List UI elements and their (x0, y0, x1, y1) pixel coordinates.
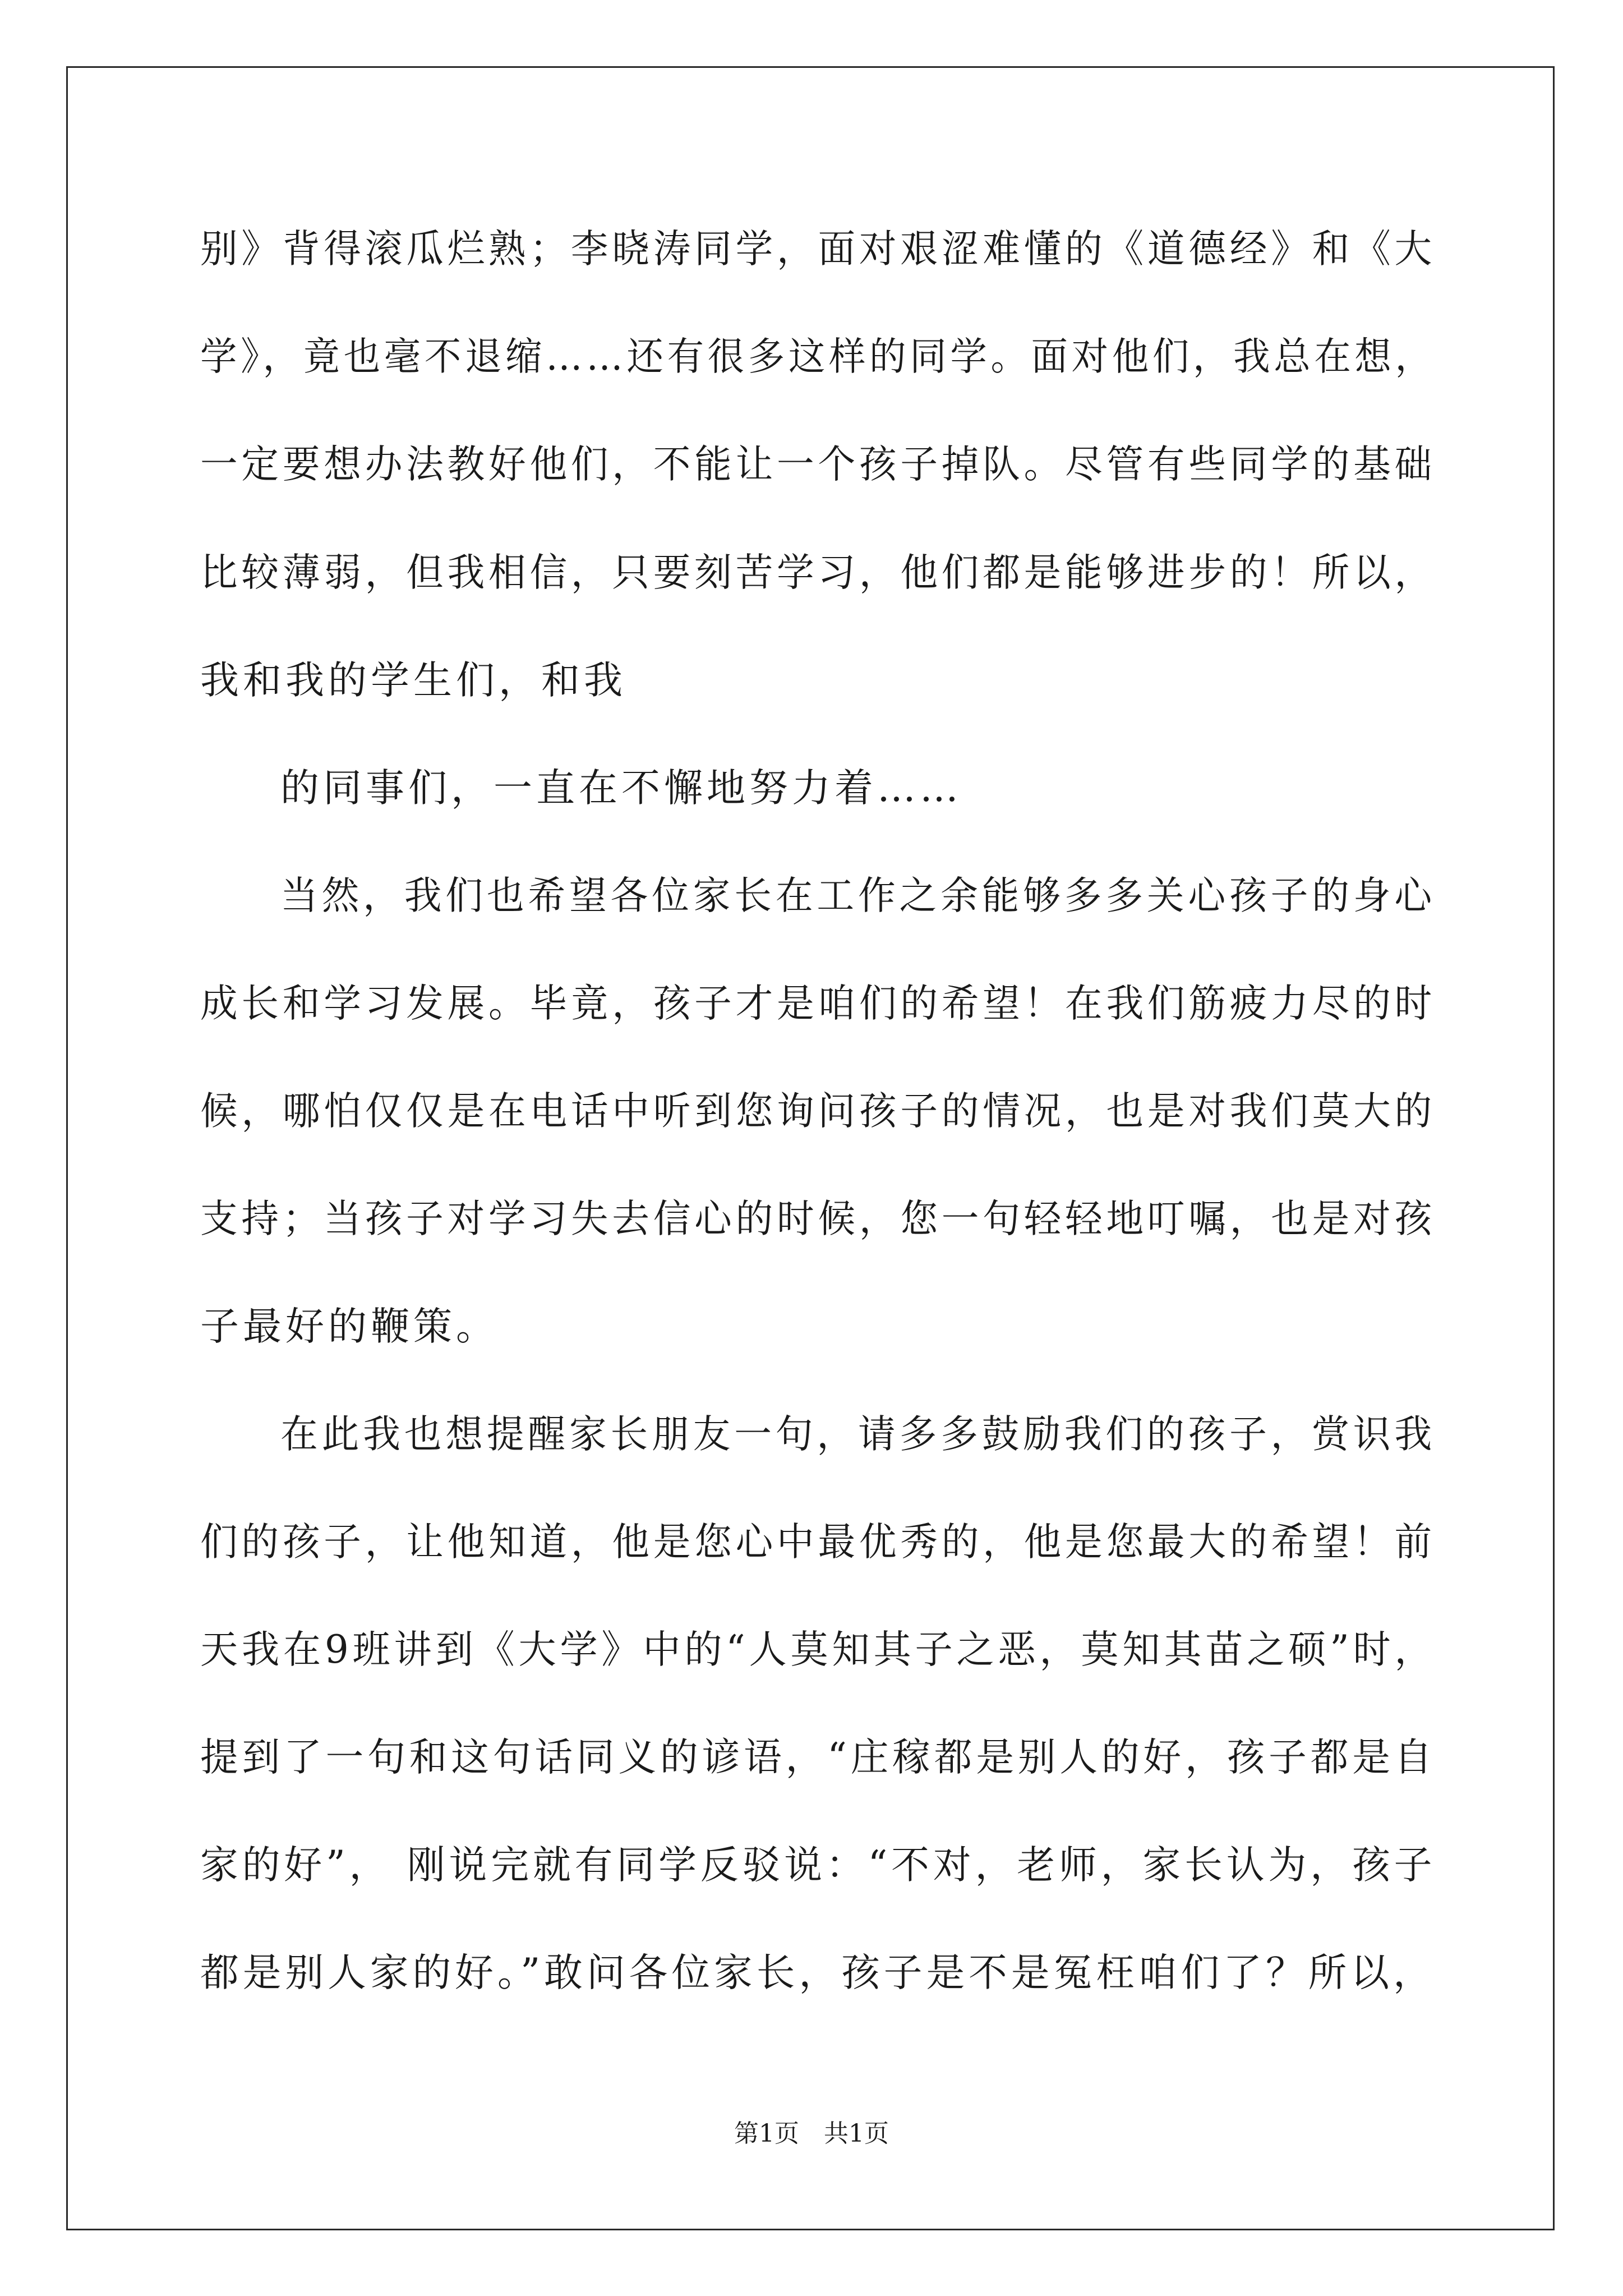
text-line: 候，哪怕仅仅是在电话中听到您询问孩子的情况，也是对我们莫大的 (200, 1089, 1436, 1134)
text-line: 家的好”， 刚说完就有同学反驳说：“不对，老师，家长认为，孩子 (200, 1843, 1436, 1888)
text-line: 支持；当孩子对学习失去信心的时候，您一句轻轻地叮嘱，也是对孩 (200, 1197, 1436, 1241)
text-line: 的同事们，一直在不懈地努力着…… (280, 766, 962, 811)
text-line: 们的孩子，让他知道，他是您心中最优秀的，他是您最大的希望！前 (200, 1520, 1436, 1565)
text-line: 提到了一句和这句话同义的谚语，“庄稼都是别人的好，孩子都是自 (200, 1735, 1436, 1780)
text-line: 当然，我们也希望各位家长在工作之余能够多多关心孩子的身心 (280, 873, 1436, 918)
text-line: 在此我也想提醒家长朋友一句，请多多鼓励我们的孩子，赏识我 (280, 1412, 1436, 1457)
text-line: 天我在9班讲到《大学》中的“人莫知其子之恶，莫知其苗之硕”时， (200, 1627, 1436, 1672)
text-line: 比较薄弱，但我相信，只要刻苦学习，他们都是能够进步的！所以， (200, 550, 1436, 595)
text-line: 子最好的鞭策。 (200, 1304, 499, 1349)
page-border (66, 66, 1555, 2230)
text-line: 我和我的学生们，和我 (200, 658, 626, 703)
text-line: 别》背得滚瓜烂熟；李晓涛同学，面对艰涩难懂的《道德经》和《大 (200, 227, 1436, 272)
page-number-footer: 第1页 共1页 (734, 2119, 889, 2148)
text-line: 成长和学习发展。毕竟，孩子才是咱们的希望！在我们筋疲力尽的时 (200, 981, 1436, 1026)
text-line: 都是别人家的好。”敢问各位家长，孩子是不是冤枉咱们了？所以， (200, 1950, 1436, 1995)
text-line: 一定要想办法教好他们，不能让一个孩子掉队。尽管有些同学的基础 (200, 442, 1436, 487)
text-line: 学》，竟也毫不退缩……还有很多这样的同学。面对他们，我总在想， (200, 334, 1436, 379)
